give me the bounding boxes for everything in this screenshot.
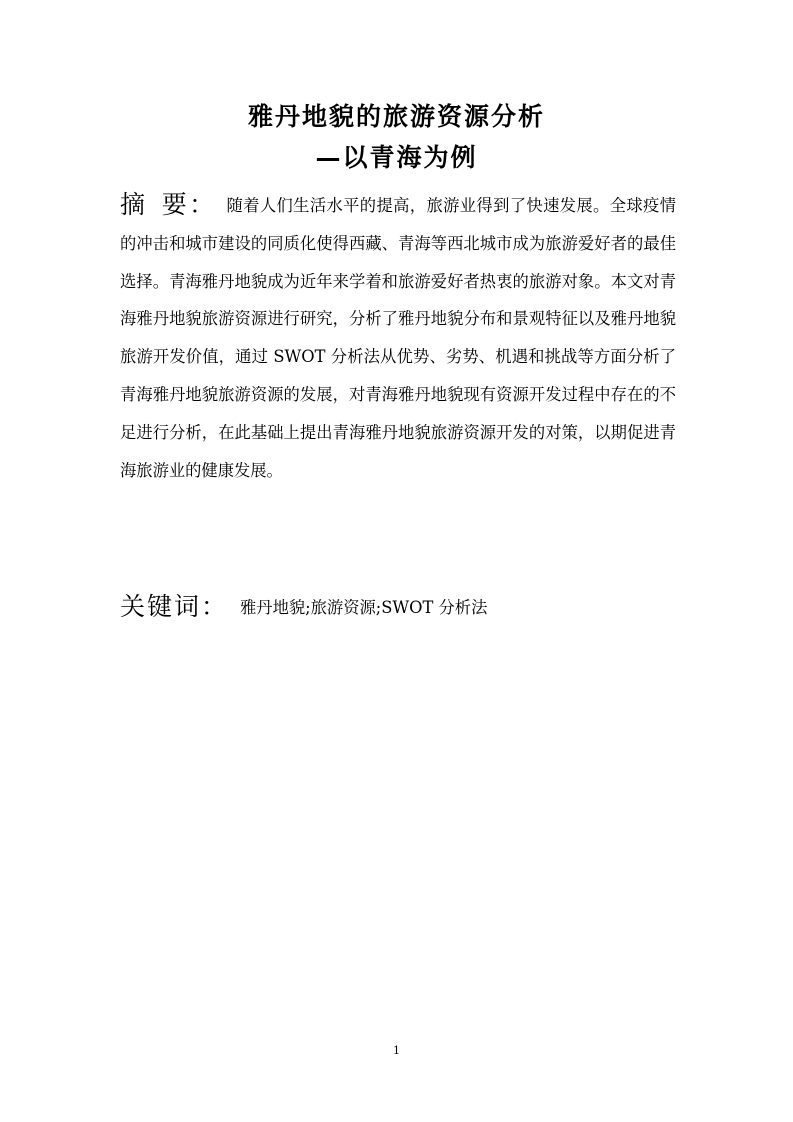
keywords-label: 关键词：	[120, 592, 229, 621]
abstract-section	[120, 186, 676, 489]
page-number: 1	[393, 1044, 400, 1057]
keywords-text: 雅丹地貌;旅游资源;SWOT 分析法	[240, 598, 488, 617]
abstract-label-first-char: 摘	[120, 190, 148, 219]
page-title: 雅丹地貌的旅游资源分析	[247, 102, 545, 131]
abstract-text: 随着人们生活水平的提高，旅游业得到了快速发展。全球疫情的冲击和城市建设的同质化使得西藏、青海等西北城市成为旅游爱好者的最佳选择。青海雅丹地貌成为近年来学着和旅游爱好者热衷的旅游对象。本文对青海雅丹地貌旅游资源进行研究，分析了雅丹地貌分布和景观特征以及雅丹地貌旅游开发价值，通过 SWOT 分析法从优势、劣势、机遇和挑战等方面分析了青海雅丹地貌旅游资源的发展，对青海雅丹地貌现有资源开发过程中存在的不足进行分析，在此基础上提出青海雅丹地貌旅游资源开发的对策，以期促进青海旅游业的健康发展。	[120, 196, 676, 480]
keywords-section	[120, 588, 676, 627]
page-subtitle: —以青海为例	[315, 143, 478, 172]
abstract-label	[120, 190, 217, 219]
abstract-label-second-char: 要：	[161, 190, 217, 219]
